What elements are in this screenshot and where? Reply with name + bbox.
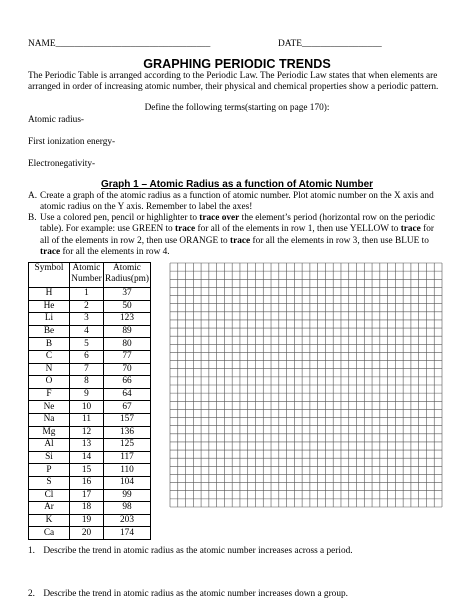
instruction-b-emphasis: trace over (199, 213, 240, 223)
element-symbol: Al (29, 439, 70, 452)
atomic-radius: 110 (104, 464, 151, 477)
atomic-radius: 98 (104, 502, 151, 515)
instruction-b-emphasis: trace (40, 247, 61, 258)
atomic-radius: 66 (104, 376, 151, 389)
element-symbol: Cl (29, 489, 70, 502)
instruction-b-marker: B. (28, 213, 37, 223)
atomic-number: 15 (70, 464, 104, 477)
element-symbol: N (29, 363, 70, 376)
table-row (29, 451, 151, 464)
atomic-number: 1 (70, 288, 104, 301)
instruction-b-part: for all of the elements in row 2, then use ORANGE to (40, 224, 434, 246)
atomic-radius: 123 (104, 313, 151, 326)
atomic-radius-table (28, 262, 151, 540)
atomic-radius: 174 (104, 527, 151, 540)
instruction-a-marker: A. (28, 191, 38, 201)
page-title: GRAPHING PERIODIC TRENDS (143, 57, 331, 71)
instruction-a-text: Create a graph of the atomic radius as a function of atomic number. Plot atomic number on the X axis and atomic radius on the Y axis. Remember to label the axes! (40, 191, 434, 213)
atomic-number: 7 (70, 363, 104, 376)
question-number: 1. (28, 546, 35, 556)
table-row (29, 363, 151, 376)
table-row (29, 502, 151, 515)
atomic-radius: 37 (104, 288, 151, 301)
element-symbol: Ca (29, 527, 70, 540)
table-row (29, 376, 151, 389)
table-row (29, 325, 151, 338)
table-row (29, 489, 151, 502)
element-symbol: He (29, 300, 70, 313)
atomic-number: 13 (70, 439, 104, 452)
date-field-line[interactable]: DATE_________________ (278, 39, 382, 49)
element-symbol: Mg (29, 426, 70, 439)
define-terms-prompt: Define the following terms(starting on page 170): (144, 103, 330, 113)
header-atomic-radius: Atomic Radius(pm) (104, 263, 151, 288)
table-row (29, 426, 151, 439)
atomic-number: 5 (70, 338, 104, 351)
atomic-radius: 67 (104, 401, 151, 414)
atomic-number: 19 (70, 514, 104, 527)
header-atomic-number: Atomic Number (70, 263, 104, 288)
element-symbol: F (29, 388, 70, 401)
element-symbol: H (29, 288, 70, 301)
table-row (29, 527, 151, 540)
element-symbol: S (29, 476, 70, 489)
instruction-b-emphasis: trace (175, 224, 196, 235)
atomic-radius: 80 (104, 338, 151, 351)
table-row (29, 313, 151, 326)
name-field-line[interactable]: NAME_________________________________ (28, 39, 211, 49)
table-row (29, 300, 151, 313)
element-symbol: Ne (29, 401, 70, 414)
atomic-radius: 64 (104, 388, 151, 401)
element-symbol: P (29, 464, 70, 477)
table-row (29, 439, 151, 452)
atomic-number: 14 (70, 451, 104, 464)
element-symbol: C (29, 350, 70, 363)
instruction-b-emphasis: trace (400, 224, 421, 235)
table-row (29, 338, 151, 351)
atomic-radius: 89 (104, 325, 151, 338)
element-symbol: Ar (29, 502, 70, 515)
header-symbol: Symbol (29, 263, 70, 288)
atomic-radius: 157 (104, 413, 151, 426)
graph-paper-grid[interactable] (169, 262, 443, 508)
table-row (29, 288, 151, 301)
table-row (29, 413, 151, 426)
atomic-radius: 117 (104, 451, 151, 464)
atomic-number: 11 (70, 413, 104, 426)
atomic-number: 4 (70, 325, 104, 338)
instruction-a (28, 191, 444, 214)
instruction-b-part: the element’s period (horizontal row on the periodic table). For example: use GREEN to (40, 213, 435, 235)
atomic-number: 8 (70, 376, 104, 389)
term-first-ionization-energy: First ionization energy- (28, 137, 116, 147)
question-number: 2. (28, 589, 35, 599)
instruction-b (28, 213, 444, 259)
atomic-radius: 136 (104, 426, 151, 439)
instruction-b-part: for all of the elements in row 1, then use YELLOW to (195, 224, 401, 235)
atomic-number: 18 (70, 502, 104, 515)
element-symbol: Be (29, 325, 70, 338)
question-text: Describe the trend in atomic radius as the atomic number increases across a period. (43, 546, 353, 556)
intro-paragraph: The Periodic Table is arranged according to the Periodic Law. The Periodic Law states that when elements are arranged in order of increasing atomic number, their physical and chemical properties show a periodic pattern. (28, 71, 439, 93)
element-symbol: Li (29, 313, 70, 326)
table-row (29, 514, 151, 527)
term-atomic-radius: Atomic radius- (28, 115, 85, 125)
atomic-radius: 50 (104, 300, 151, 313)
atomic-number: 3 (70, 313, 104, 326)
element-symbol: B (29, 338, 70, 351)
instruction-b-part: for all the elements in row 3, then use BLUE to (250, 235, 429, 246)
atomic-number: 6 (70, 350, 104, 363)
atomic-number: 16 (70, 476, 104, 489)
atomic-number: 17 (70, 489, 104, 502)
atomic-radius: 70 (104, 363, 151, 376)
atomic-number: 10 (70, 401, 104, 414)
table-header-row (29, 263, 151, 288)
atomic-radius: 99 (104, 489, 151, 502)
element-symbol: Na (29, 413, 70, 426)
instruction-b-emphasis: trace (230, 235, 251, 246)
atomic-radius: 77 (104, 350, 151, 363)
element-symbol: O (29, 376, 70, 389)
question-text: Describe the trend in atomic radius as the atomic number increases down a group. (43, 589, 348, 599)
question-1 (28, 546, 353, 557)
atomic-number: 12 (70, 426, 104, 439)
instruction-b-part: Use a colored pen, pencil or highlighter to (40, 213, 200, 223)
table-row (29, 476, 151, 489)
graph-title: Graph 1 – Atomic Radius as a function of Atomic Number (100, 179, 374, 190)
atomic-radius: 125 (104, 439, 151, 452)
element-symbol: K (29, 514, 70, 527)
element-symbol: Si (29, 451, 70, 464)
term-electronegativity: Electronegativity- (28, 159, 96, 169)
atomic-radius: 104 (104, 476, 151, 489)
question-2 (28, 589, 348, 600)
atomic-number: 9 (70, 388, 104, 401)
atomic-number: 20 (70, 527, 104, 540)
table-row (29, 350, 151, 363)
atomic-radius: 203 (104, 514, 151, 527)
table-row (29, 401, 151, 414)
table-row (29, 388, 151, 401)
instruction-b-part: for all the elements in row 4. (60, 247, 170, 258)
table-row (29, 464, 151, 477)
atomic-number: 2 (70, 300, 104, 313)
instruction-b-text (40, 213, 444, 259)
